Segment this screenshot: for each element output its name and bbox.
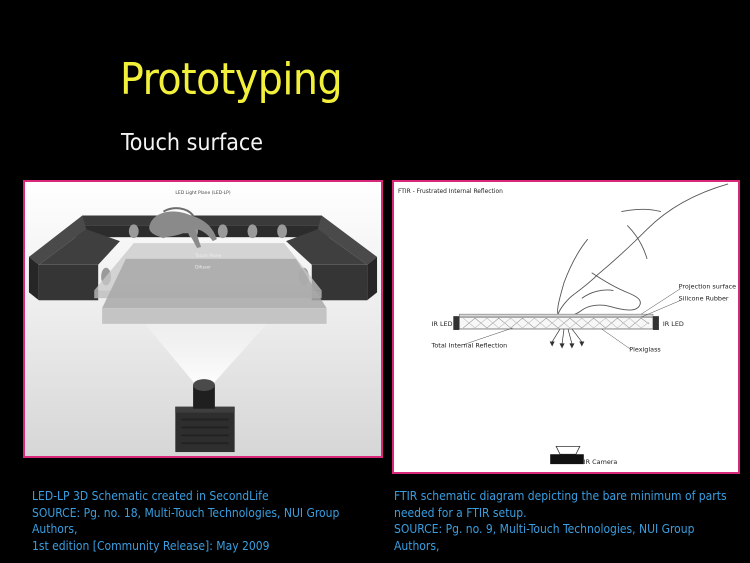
led-lp-figure-title: LED Light Plane (LED-LP)	[175, 190, 231, 196]
left-figure-caption	[32, 488, 377, 554]
slide-title: Prototyping	[120, 54, 343, 105]
touch-plane-label: Touch Plane	[195, 253, 222, 259]
caption-line: LED-LP 3D Schematic created in SecondLife	[32, 489, 269, 503]
caption-line: SOURCE: Pg. no. 9, Multi-Touch Technologies, NUI Group	[394, 522, 695, 536]
total-internal-reflection-label: Total Internal Reflection	[431, 341, 508, 350]
caption-line: 1st edition [Community Release]: May 2009	[32, 538, 270, 553]
right-figure-caption	[394, 488, 744, 554]
slide-subtitle: Touch surface	[121, 130, 264, 156]
projection-surface-label: Projection surface	[678, 282, 737, 291]
ir-led-right-label: IR LED	[662, 320, 684, 329]
diffuser-label: Difuser	[195, 265, 212, 271]
ftir-figure-title: FTIR - Frustrated Internal Reflection	[397, 188, 503, 195]
plexiglass-label: Plexiglass	[629, 345, 661, 354]
caption-line: SOURCE: Pg. no. 18, Multi-Touch Technologies, NUI Group Authors,	[32, 505, 340, 536]
ir-camera-label: IR Camera	[583, 458, 618, 467]
ftir-schematic-image	[392, 180, 740, 474]
caption-line: Authors,	[394, 538, 440, 553]
led-lp-schematic-image	[23, 180, 383, 458]
ir-led-left-label: IR LED	[431, 320, 453, 329]
caption-line: FTIR schematic diagram depicting the bare minimum of parts	[394, 489, 727, 503]
caption-line: needed for a FTIR setup.	[394, 505, 527, 520]
silicone-rubber-label: Silicone Rubber	[678, 294, 729, 303]
